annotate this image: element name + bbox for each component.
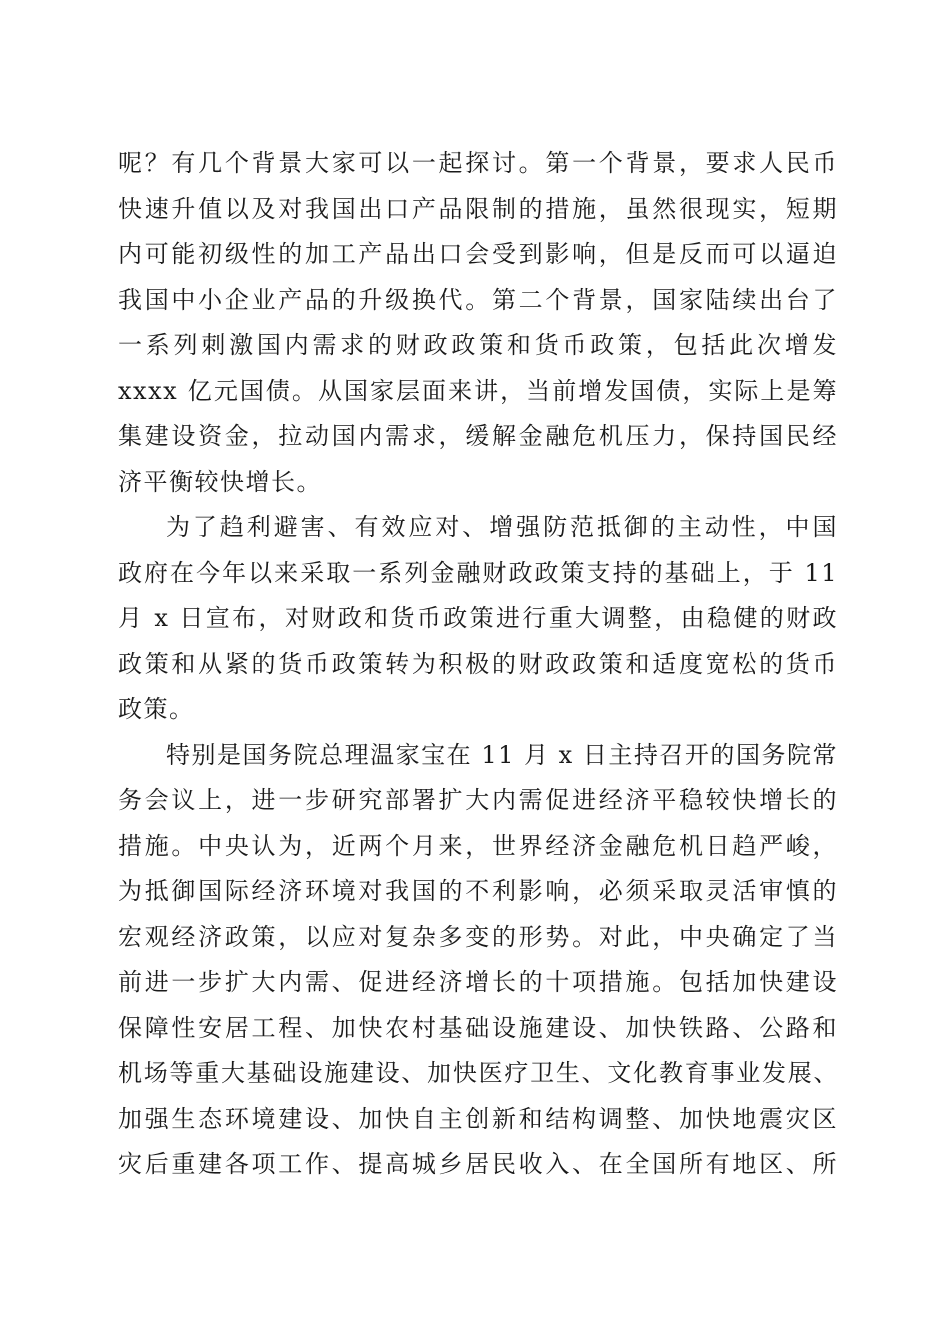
text-line: 保障性安居工程、加快农村基础设施建设、加快铁路、公路和 bbox=[118, 1014, 838, 1042]
text-line: 机场等重大基础设施建设、加快医疗卫生、文化教育事业发展、 bbox=[118, 1059, 838, 1087]
text-line: 宏观经济政策，以应对复杂多变的形势。对此，中央确定了当 bbox=[118, 923, 838, 951]
text-line: 为抵御国际经济环境对我国的不利影响，必须采取灵活审慎的 bbox=[118, 877, 838, 905]
text-line: 特别是国务院总理温家宝在 11 月 x 日主持召开的国务院常 bbox=[166, 741, 838, 769]
text-line: 快速升值以及对我国出口产品限制的措施，虽然很现实，短期 bbox=[118, 195, 838, 223]
text-line: 加强生态环境建设、加快自主创新和结构调整、加快地震灾区 bbox=[118, 1105, 838, 1133]
text-line: 前进一步扩大内需、促进经济增长的十项措施。包括加快建设 bbox=[118, 968, 838, 996]
text-line: 政策和从紧的货币政策转为积极的财政政策和适度宽松的货币 bbox=[118, 650, 838, 678]
text-line: 灾后重建各项工作、提高城乡居民收入、在全国所有地区、所 bbox=[118, 1150, 838, 1178]
text-line: 政府在今年以来采取一系列金融财政政策支持的基础上，于 11 bbox=[118, 559, 838, 587]
text-line: 措施。中央认为，近两个月来，世界经济金融危机日趋严峻， bbox=[118, 832, 838, 860]
text-line: 政策。 bbox=[118, 695, 195, 723]
text-line: 内可能初级性的加工产品出口会受到影响，但是反而可以逼迫 bbox=[118, 240, 838, 268]
text-line: 集建设资金，拉动国内需求，缓解金融危机压力，保持国民经 bbox=[118, 422, 838, 450]
text-line: 我国中小企业产品的升级换代。第二个背景，国家陆续出台了 bbox=[118, 286, 838, 314]
text-line: 呢？有几个背景大家可以一起探讨。第一个背景，要求人民币 bbox=[118, 149, 838, 177]
text-line: 为了趋利避害、有效应对、增强防范抵御的主动性，中国 bbox=[166, 513, 838, 541]
text-line: xxxx 亿元国债。从国家层面来讲，当前增发国债，实际上是筹 bbox=[118, 377, 838, 405]
text-line: 一系列刺激国内需求的财政政策和货币政策，包括此次增发 bbox=[118, 331, 838, 359]
text-line: 月 x 日宣布，对财政和货币政策进行重大调整，由稳健的财政 bbox=[118, 604, 838, 632]
text-line: 务会议上，进一步研究部署扩大内需促进经济平稳较快增长的 bbox=[118, 786, 838, 814]
text-line: 济平衡较快增长。 bbox=[118, 468, 322, 496]
